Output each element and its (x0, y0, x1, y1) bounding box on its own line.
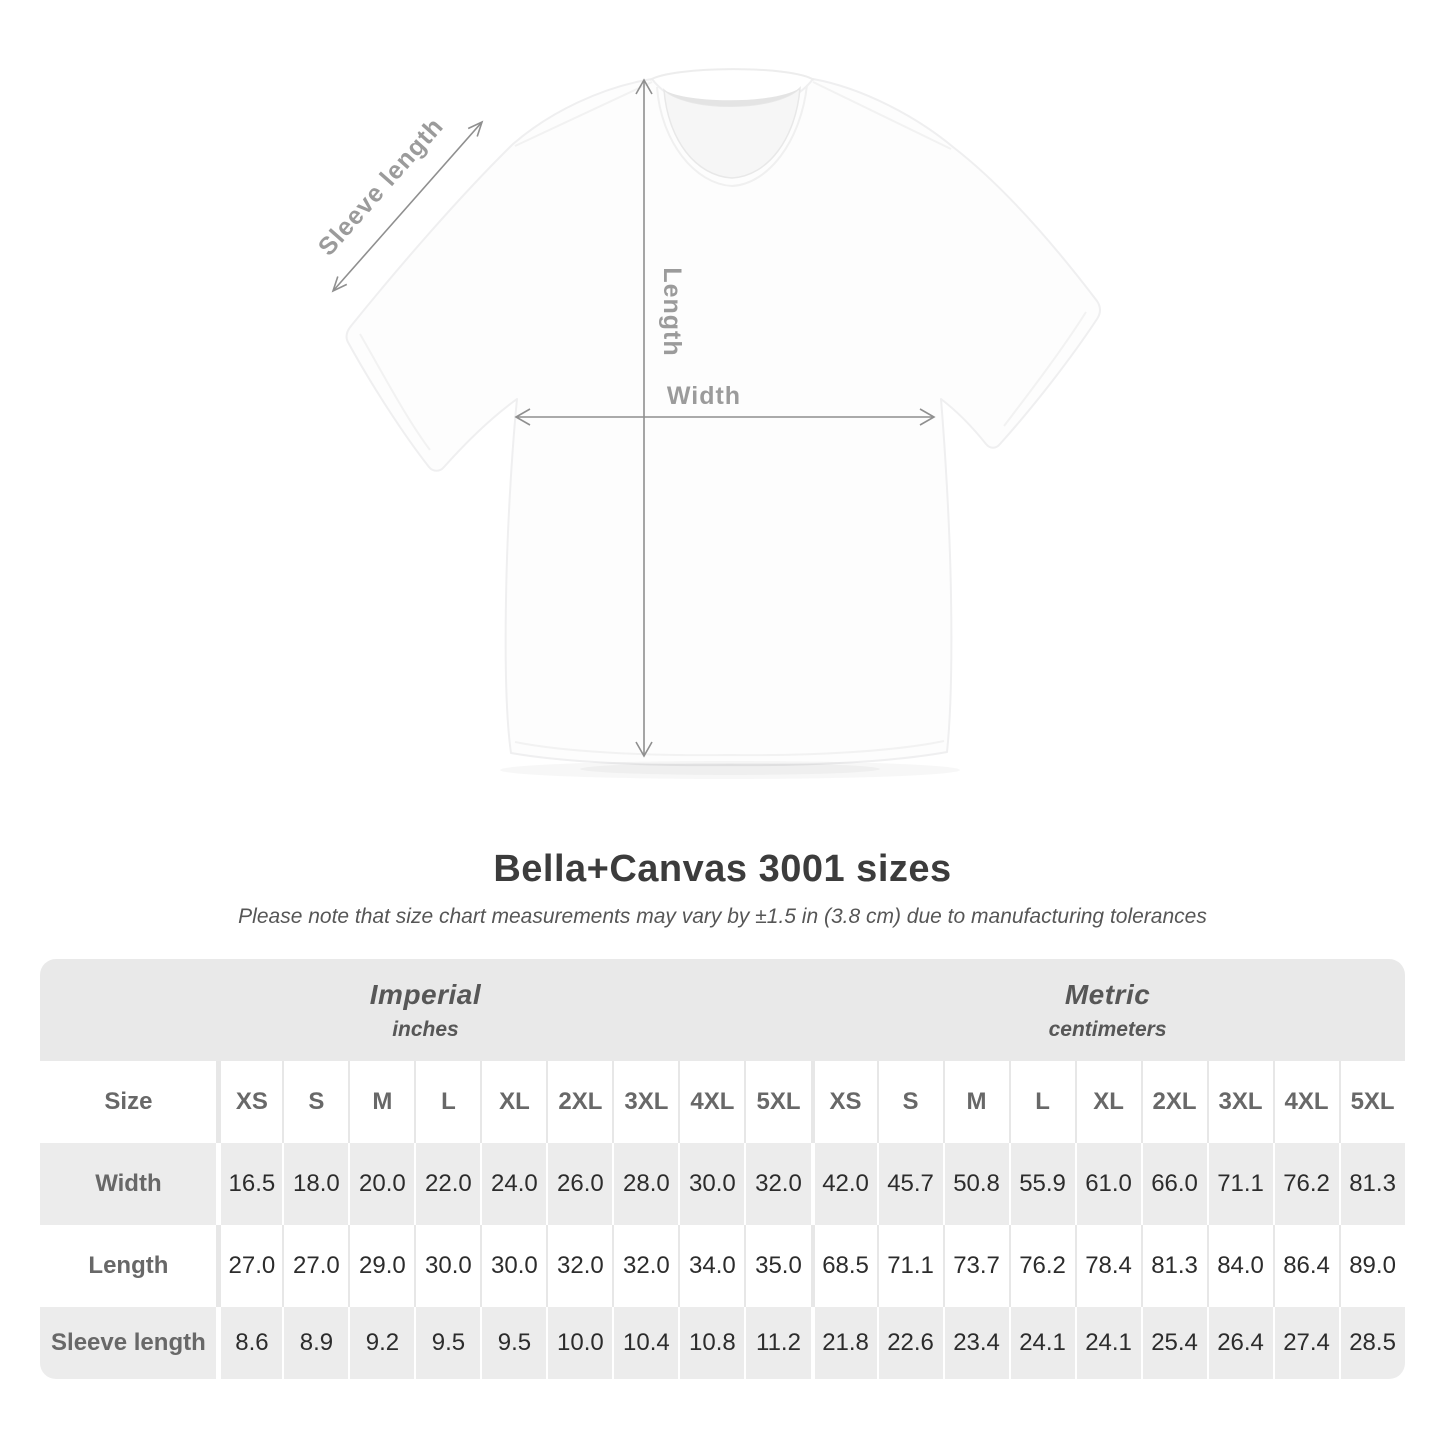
length-metric-m: 73.7 (943, 1225, 1009, 1307)
size-col-metric-2xl: 2XL (1141, 1061, 1207, 1143)
length-imperial-xs: 27.0 (216, 1225, 282, 1307)
width-metric-xs: 42.0 (811, 1143, 877, 1225)
length-imperial-3xl: 32.0 (612, 1225, 678, 1307)
length-metric-3xl: 84.0 (1207, 1225, 1273, 1307)
row-label-width: Width (95, 1170, 162, 1197)
width-imperial-xl: 24.0 (480, 1143, 546, 1225)
width-imperial-m: 20.0 (348, 1143, 414, 1225)
page-title: Bella+Canvas 3001 sizes (493, 848, 952, 890)
width-metric-s: 45.7 (877, 1143, 943, 1225)
sleeve-imperial-l: 9.5 (414, 1307, 480, 1379)
sleeve-imperial-s: 8.9 (282, 1307, 348, 1379)
sleeve-metric-4xl: 27.4 (1273, 1307, 1339, 1379)
length-label: Length (658, 267, 686, 357)
width-imperial-l: 22.0 (414, 1143, 480, 1225)
length-metric-xs: 68.5 (811, 1225, 877, 1307)
size-col-metric-l: L (1009, 1061, 1075, 1143)
width-row (40, 1143, 1404, 1225)
size-col-metric-xs: XS (811, 1061, 877, 1143)
tshirt-silhouette (347, 69, 1100, 779)
width-imperial-3xl: 28.0 (612, 1143, 678, 1225)
sleeve-metric-5xl: 28.5 (1339, 1307, 1405, 1379)
sleeve-metric-s: 22.6 (877, 1307, 943, 1379)
length-imperial-l: 30.0 (414, 1225, 480, 1307)
units-header-row (40, 959, 1404, 1061)
sleeve-imperial-xl: 9.5 (480, 1307, 546, 1379)
metric-section-header (811, 959, 1405, 1061)
size-col-metric-m: M (943, 1061, 1009, 1143)
row-label-sleeve-length: Sleeve length (51, 1329, 206, 1356)
sleeve-metric-xl: 24.1 (1075, 1307, 1141, 1379)
width-metric-m: 50.8 (943, 1143, 1009, 1225)
size-col-imperial-4xl: 4XL (678, 1061, 744, 1143)
width-metric-5xl: 81.3 (1339, 1143, 1405, 1225)
size-col-imperial-3xl: 3XL (612, 1061, 678, 1143)
size-col-metric-3xl: 3XL (1207, 1061, 1273, 1143)
size-col-imperial-5xl: 5XL (744, 1061, 810, 1143)
length-metric-5xl: 89.0 (1339, 1225, 1405, 1307)
size-col-imperial-l: L (414, 1061, 480, 1143)
length-row (40, 1225, 1404, 1307)
size-col-metric-4xl: 4XL (1273, 1061, 1339, 1143)
length-metric-l: 76.2 (1009, 1225, 1075, 1307)
size-header-row (40, 1061, 1404, 1143)
row-label-length: Length (88, 1252, 169, 1279)
length-metric-s: 71.1 (877, 1225, 943, 1307)
width-metric-xl: 61.0 (1075, 1143, 1141, 1225)
size-col-imperial-xl: XL (480, 1061, 546, 1143)
sleeve-length-label: Sleeve length (312, 112, 450, 262)
imperial-label: Imperial (369, 978, 482, 1010)
sleeve-imperial-xs: 8.6 (216, 1307, 282, 1379)
length-imperial-xl: 30.0 (480, 1225, 546, 1307)
width-metric-2xl: 66.0 (1141, 1143, 1207, 1225)
sleeve-metric-xs: 21.8 (811, 1307, 877, 1379)
length-imperial-s: 27.0 (282, 1225, 348, 1307)
metric-label: Metric (1064, 978, 1151, 1010)
width-imperial-4xl: 30.0 (678, 1143, 744, 1225)
sleeve-metric-l: 24.1 (1009, 1307, 1075, 1379)
imperial-unit: inches (392, 1017, 459, 1041)
sleeve-imperial-2xl: 10.0 (546, 1307, 612, 1379)
size-col-imperial-2xl: 2XL (546, 1061, 612, 1143)
tolerance-note: Please note that size chart measurements may vary by ±1.5 in (3.8 cm) due to manufacturing tolerances (238, 905, 1207, 928)
width-label: Width (666, 382, 742, 410)
sleeve-imperial-3xl: 10.4 (612, 1307, 678, 1379)
length-imperial-4xl: 34.0 (678, 1225, 744, 1307)
sleeve-length-row (40, 1307, 1404, 1379)
sleeve-metric-3xl: 26.4 (1207, 1307, 1273, 1379)
sleeve-metric-m: 23.4 (943, 1307, 1009, 1379)
width-imperial-5xl: 32.0 (744, 1143, 810, 1225)
length-imperial-2xl: 32.0 (546, 1225, 612, 1307)
size-col-metric-xl: XL (1075, 1061, 1141, 1143)
width-imperial-2xl: 26.0 (546, 1143, 612, 1225)
length-metric-4xl: 86.4 (1273, 1225, 1339, 1307)
width-metric-4xl: 76.2 (1273, 1143, 1339, 1225)
size-col-imperial-s: S (282, 1061, 348, 1143)
sleeve-imperial-4xl: 10.8 (678, 1307, 744, 1379)
size-col-metric-s: S (877, 1061, 943, 1143)
length-metric-2xl: 81.3 (1141, 1225, 1207, 1307)
sleeve-imperial-m: 9.2 (348, 1307, 414, 1379)
width-imperial-xs: 16.5 (216, 1143, 282, 1225)
width-metric-l: 55.9 (1009, 1143, 1075, 1225)
sleeve-metric-2xl: 25.4 (1141, 1307, 1207, 1379)
width-metric-3xl: 71.1 (1207, 1143, 1273, 1225)
length-imperial-5xl: 35.0 (744, 1225, 810, 1307)
size-col-metric-5xl: 5XL (1339, 1061, 1405, 1143)
size-header-cell: Size (104, 1088, 153, 1115)
size-chart-table (40, 959, 1404, 1379)
metric-unit: centimeters (1048, 1017, 1167, 1041)
length-imperial-m: 29.0 (348, 1225, 414, 1307)
size-col-imperial-xs: XS (216, 1061, 282, 1143)
imperial-section-header (40, 959, 810, 1061)
sleeve-imperial-5xl: 11.2 (744, 1307, 810, 1379)
width-imperial-s: 18.0 (282, 1143, 348, 1225)
size-col-imperial-m: M (348, 1061, 414, 1143)
length-metric-xl: 78.4 (1075, 1225, 1141, 1307)
